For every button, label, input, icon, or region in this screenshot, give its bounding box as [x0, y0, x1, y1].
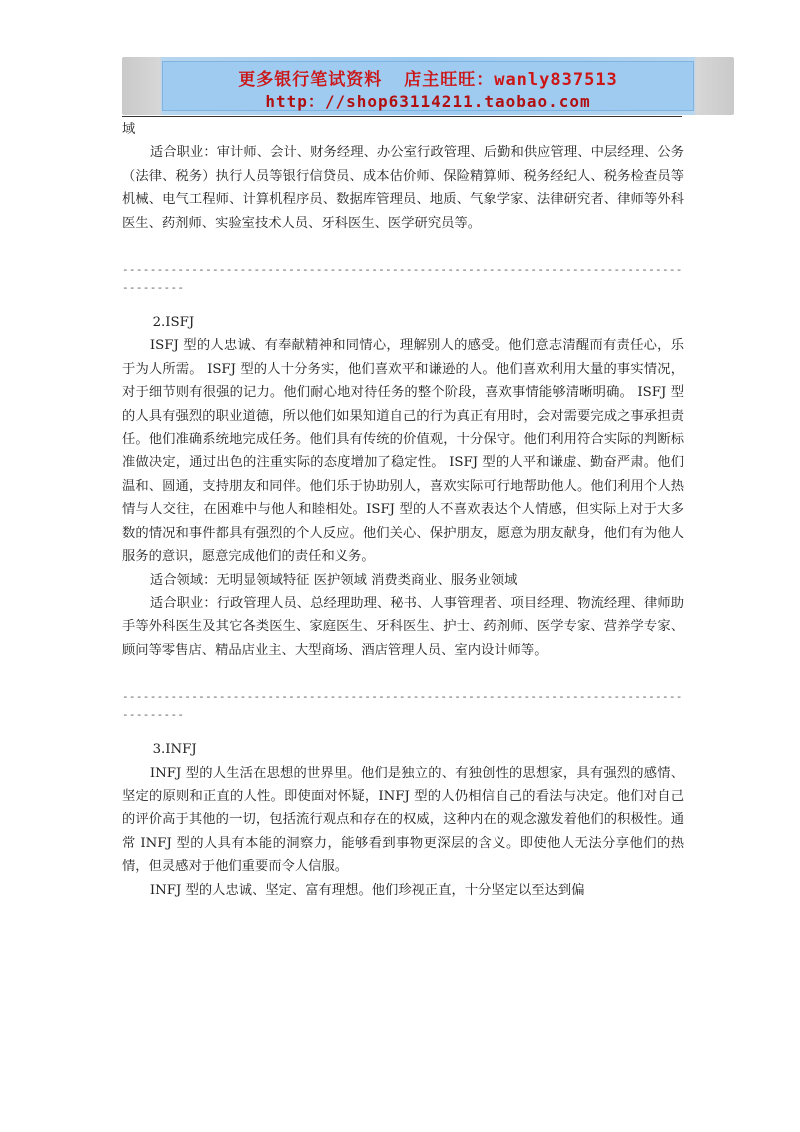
estj-suitable-careers: 适合职业：审计师、会计、财务经理、办公室行政管理、后勤和供应管理、中层经理、公务（法律、税务）执行人员等银行信贷员、成本估价师、保险精算师、税务经纪人、税务检查员等机械、电气工程师、计算机程序员、数据库管理员、地质、气象学家、法律研究者、律师等外科医生、药剂师、实验室技术人员、牙科医生、医学研究员等。 [122, 145, 684, 231]
isfj-suitable-fields: 适合领域：无明显领域特征 医护领域 消费类商业、服务业领域 [149, 572, 518, 588]
banner-headline [163, 65, 693, 90]
banner-promo-text: 更多银行笔试资料 [238, 70, 383, 90]
document-body [122, 118, 684, 902]
infj-description-continued: INFJ 型的人忠诚、坚定、富有理想。他们珍视正直，十分坚定以至达到偏 [149, 882, 585, 898]
shop-advertisement-banner[interactable] [122, 57, 734, 115]
section-divider: ------------------------------------------------------------------------------------------ [122, 263, 683, 295]
infj-description: INFJ 型的人生活在思想的世界里。他们是独立的、有独创性的思想家，具有强烈的感情、坚定的原则和正直的人性。即使面对怀疑，INFJ 型的人仍相信自己的看法与决定。他们对自己的评价高于其他的一切，包括流行观点和存在的权威，这种内在的观念激发着他们的积极性。通常 INFJ 型的人具有本能的洞察力，能够看到事物更深层的含义。即使他人无法分享他们的热情，但灵感对于他们重要而令人信服。 [122, 765, 684, 875]
isfj-suitable-careers: 适合职业：行政管理人员、总经理助理、秘书、人事管理者、项目经理、物流经理、律师助手等外科医生及其它各类医生、家庭医生、牙科医生、护士、药剂师、医学专家、营养学专家、顾问等零售店、精品店业主、大型商场、酒店管理人员、室内设计师等。 [122, 595, 684, 658]
banner-shop-url[interactable]: http：//shop63114211.taobao.com [265, 92, 591, 111]
section-heading-isfj: 2.ISFJ [152, 315, 195, 331]
banner-panel [162, 61, 694, 111]
fragment-top: 域 [122, 122, 136, 137]
header-rule [122, 116, 682, 117]
section-heading-infj: 3.INFJ [152, 742, 197, 758]
section-divider: ------------------------------------------------------------------------------------------ [122, 690, 683, 722]
banner-shop-owner: 店主旺旺：wanly837513 [404, 70, 618, 90]
isfj-description: ISFJ 型的人忠诚、有奉献精神和同情心，理解别人的感受。他们意志清醒而有责任心，乐于为人所需。 ISFJ 型的人十分务实，他们喜欢平和谦逊的人。他们喜欢利用大量的事实情况，对于细节则有很强的记力。他们耐心地对待任务的整个阶段，喜欢事情能够清晰明确。 ISFJ 型的人具有强烈的职业道德，所以他们如果知道自己的行为真正有用时，会对需要完成之事承担责任。他们准确系统地完成任务。他们具有传统的价值观，十分保守。他们利用符合实际的判断标准做决定，通过出色的注重实际的态度增加了稳定性。 ISFJ 型的人平和谦虚、勤奋严肃。他们温和、圆通，支持朋友和同伴。他们乐于协助别人，喜欢实际可行地帮助他人。他们利用个人热情与人交往，在困难中与他人和睦相处。ISFJ 型的人不喜欢表达个人情感，但实际上对于大多数的情况和事件都具有强烈的个人反应。他们关心、保护朋友，愿意为朋友献身，他们有为他人服务的意识，愿意完成他们的责任和义务。 [122, 338, 684, 565]
